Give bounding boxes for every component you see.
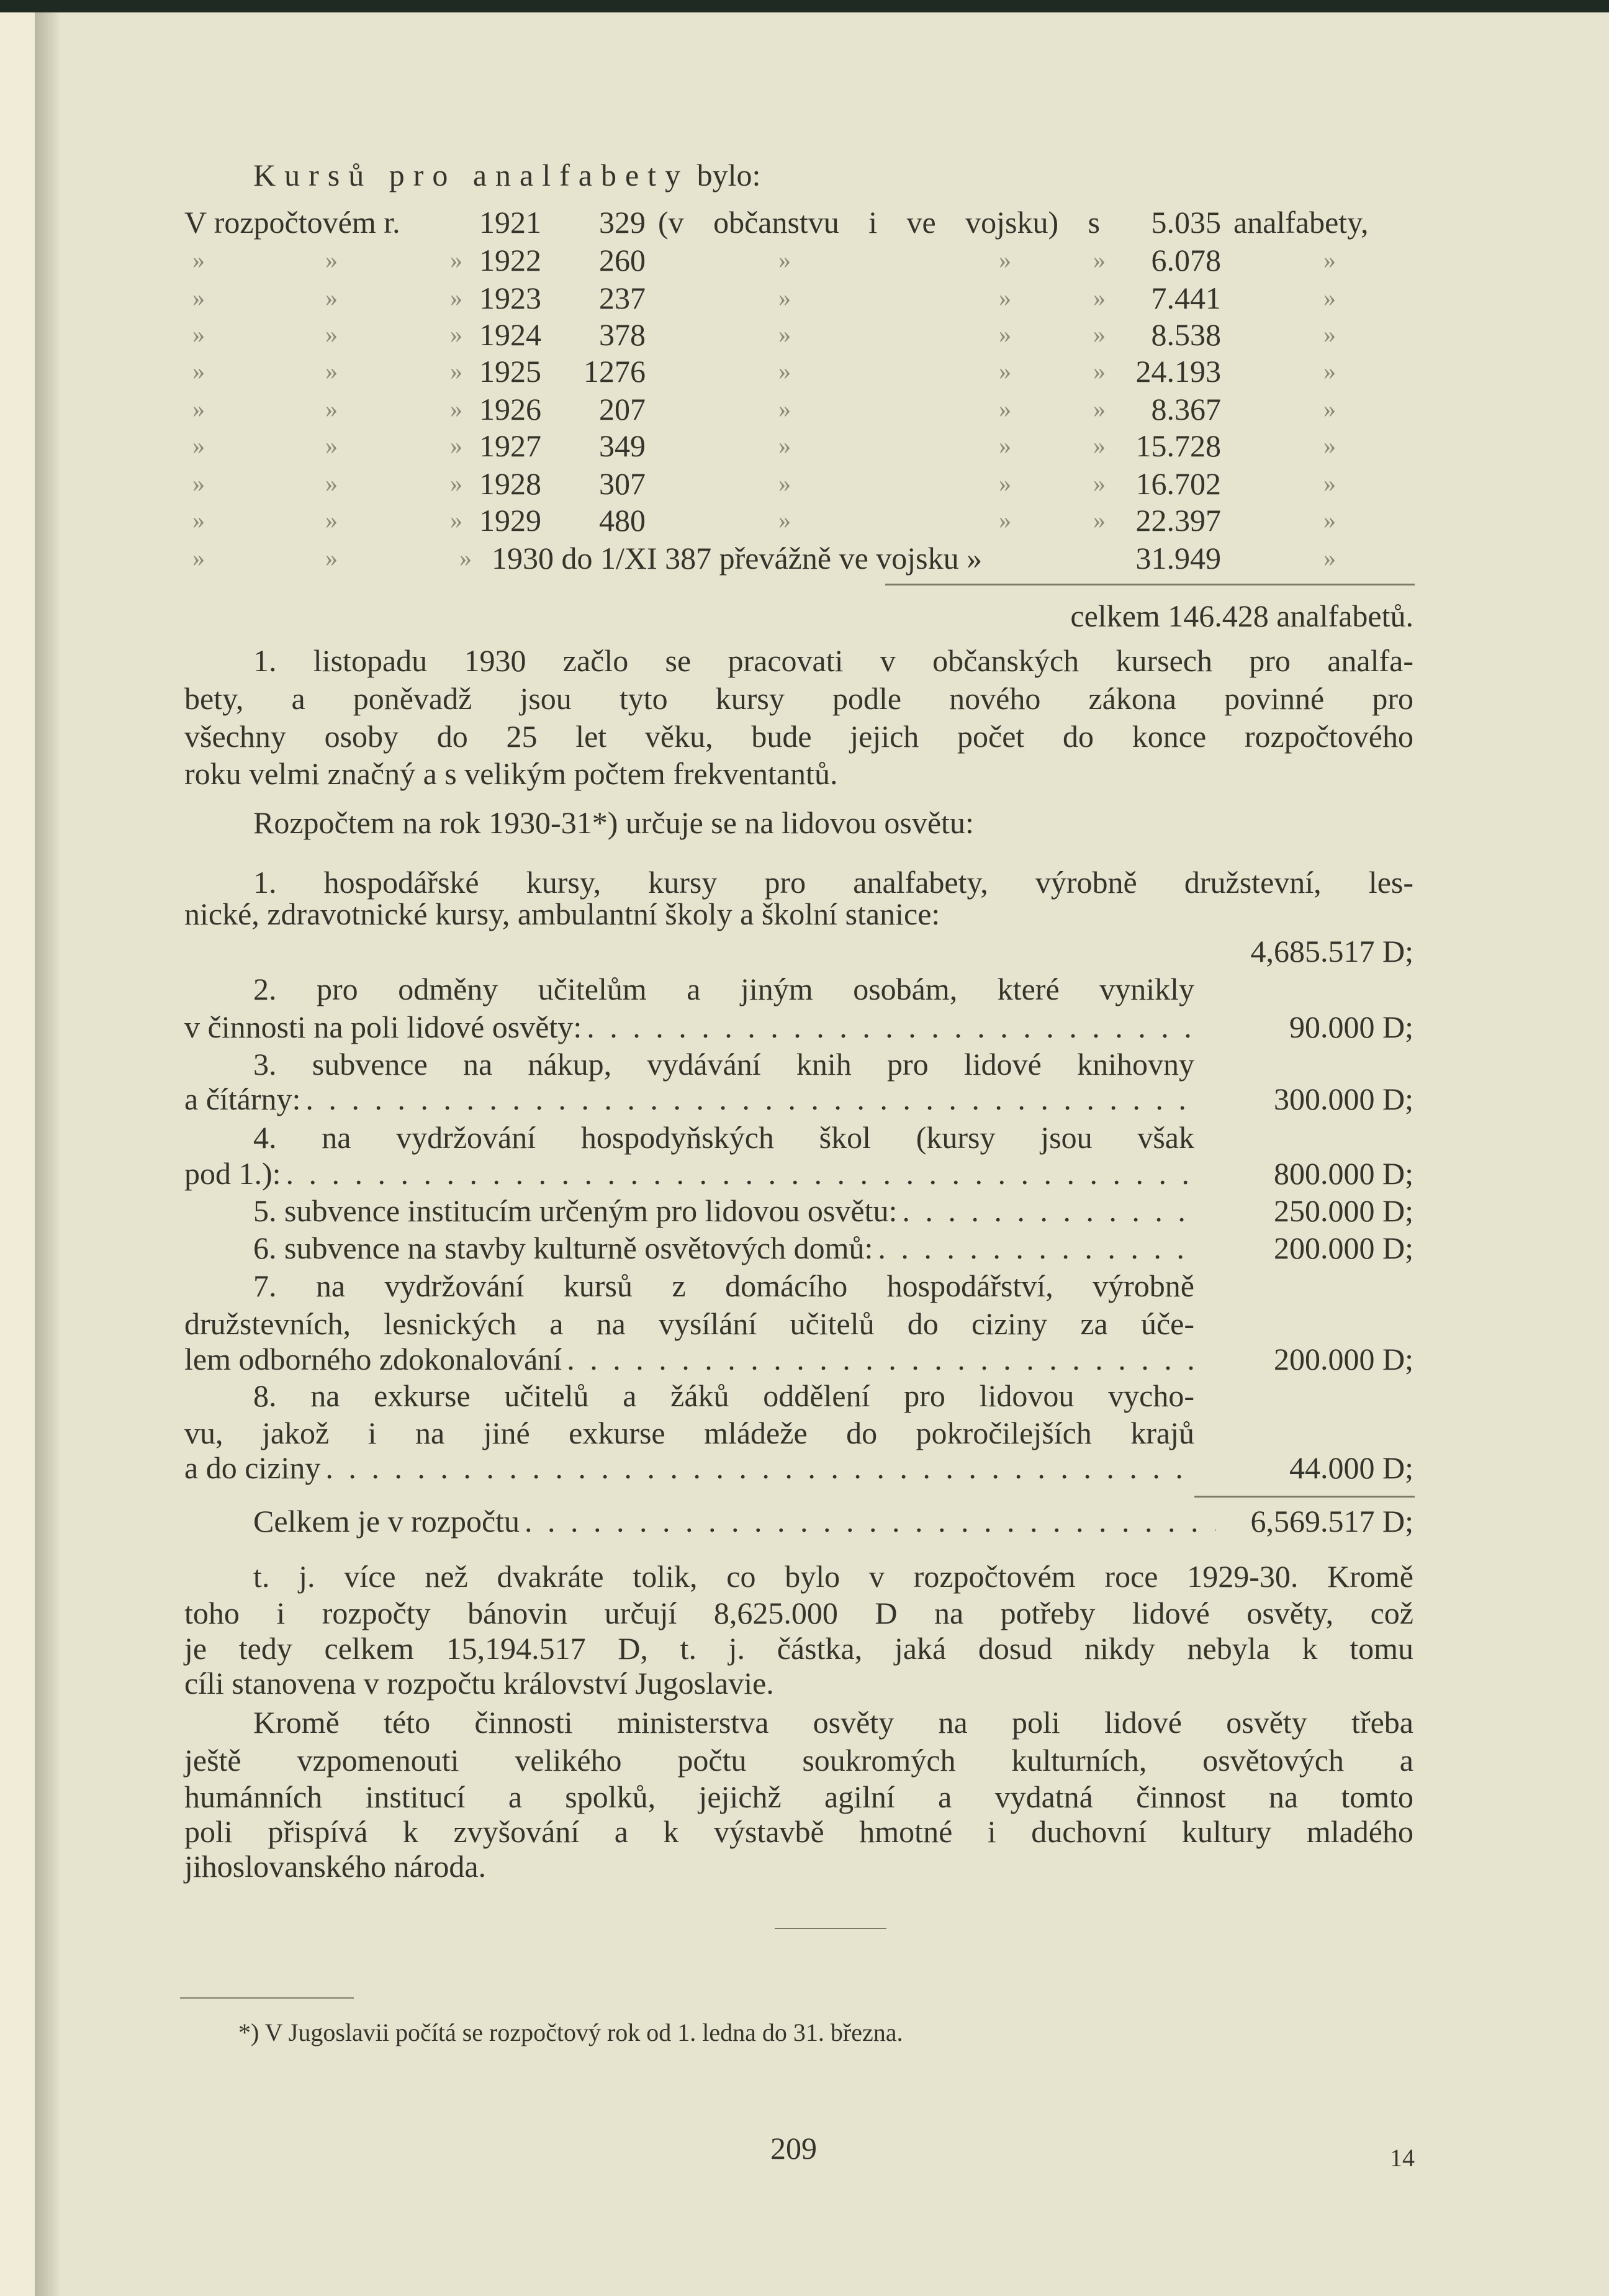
row-year: 1927	[479, 428, 541, 463]
ditto-mark: »	[450, 469, 462, 497]
footnote: *) V Jugoslavii počítá se rozpočtový rok od 1. ledna do 31. března.	[238, 2018, 903, 2046]
budget-item	[184, 1155, 1413, 1192]
row-label: V rozpočtovém r.	[184, 205, 400, 240]
budget-item-label: v činnosti na poli lidové osvěty:	[184, 1010, 582, 1044]
ditto-mark: »	[325, 469, 338, 497]
ditto-mark: »	[1323, 506, 1336, 534]
paragraph1-line: 1. listopadu 1930 začlo se pracovati v občanských kursech pro analfa-	[253, 643, 1413, 678]
budget-item-line: 1. hospodářské kursy, kursy pro analfabety, výrobně družstevní, les-	[253, 865, 1413, 900]
paragraph3-line: humánních institucí a spolků, jejichž agilní a vydatná činnost na tomto	[184, 1779, 1413, 1814]
budget-item	[253, 1229, 1413, 1267]
page-gutter-shadow	[35, 12, 61, 2296]
row-course-count: 349	[599, 428, 646, 463]
ditto-mark: »	[778, 469, 791, 497]
ditto-mark: »	[778, 395, 791, 423]
row-illiterate-count: 15.728	[1135, 428, 1221, 463]
budget-item-label: lem odborného zdokonalování	[184, 1342, 562, 1376]
budget-item-amount: 200.000 D;	[1274, 1231, 1413, 1265]
row-course-count: 1276	[584, 354, 646, 389]
row-year: 1924	[479, 317, 541, 352]
budget-item-amount: 44.000 D;	[1289, 1450, 1413, 1485]
budget-item-amount: 250.000 D;	[1274, 1193, 1413, 1228]
leader-dots	[320, 1449, 1197, 1486]
row-year: 1922	[479, 243, 541, 278]
ditto-mark: »	[778, 246, 791, 274]
row-year: 1925	[479, 354, 541, 389]
row-illiterate-count: 8.367	[1151, 392, 1221, 427]
budget-item	[253, 1192, 1413, 1229]
signature-mark: 14	[1390, 2144, 1415, 2172]
ditto-mark: »	[1093, 469, 1106, 497]
ditto-mark: »	[450, 432, 462, 459]
ditto-mark: »	[1093, 246, 1106, 274]
ditto-mark: »	[450, 395, 462, 423]
budget-item	[184, 1080, 1413, 1118]
section-title	[253, 156, 760, 194]
items-sum-rule	[1194, 1496, 1415, 1498]
paragraph2-line: t. j. více než dvakráte tolik, co bylo v rozpočtovém roce 1929-30. Kromě	[253, 1559, 1413, 1594]
row-illiterate-count: 6.078	[1151, 243, 1221, 278]
ditto-mark: »	[1093, 357, 1106, 385]
row-illiterate-count: 16.702	[1135, 466, 1221, 501]
budget-total-label: Celkem je v rozpočtu	[253, 1504, 520, 1539]
ditto-mark: »	[1093, 284, 1106, 312]
ditto-mark: »	[325, 506, 338, 534]
row-illiterate-count: 5.035	[1151, 205, 1221, 240]
ditto-mark: »	[1323, 357, 1336, 385]
budget-item-line: nické, zdravotnické kursy, ambulantní školy a školní stanice:	[184, 897, 940, 931]
page-number: 209	[770, 2131, 817, 2166]
paragraph3-line: poli přispívá k zvyšování a k výstavbě hmotné i duchovní kultury mladého	[184, 1814, 1413, 1849]
ditto-mark: »	[192, 469, 205, 497]
ditto-mark: »	[999, 284, 1011, 312]
budget-item-label: pod 1.):	[184, 1156, 281, 1191]
ditto-mark: »	[192, 432, 205, 459]
ditto-mark: »	[1093, 320, 1106, 348]
budget-total-amount: 6,569.517 D;	[1250, 1504, 1413, 1539]
row-year: 1926	[479, 392, 541, 427]
row-illiterate-count: 22.397	[1135, 503, 1221, 538]
footnote-rule	[180, 1997, 354, 1999]
budget-item-amount: 90.000 D;	[1289, 1010, 1413, 1044]
ditto-mark: »	[450, 284, 462, 312]
budget-item-line: družstevních, lesnických a na vysílání učitelů do ciziny za úče-	[184, 1306, 1194, 1341]
leader-dots	[300, 1080, 1197, 1118]
budget-item	[184, 1449, 1413, 1486]
ditto-mark: »	[325, 320, 338, 348]
ditto-mark: »	[999, 320, 1011, 348]
ditto-mark: »	[1323, 246, 1336, 274]
row-illiterate-count: 24.193	[1135, 354, 1221, 389]
ditto-mark: »	[192, 395, 205, 423]
section-title-spaced: Kursů pro analfabety	[253, 158, 690, 192]
row-year: 1929	[479, 503, 541, 538]
ditto-mark: »	[325, 544, 338, 572]
row-course-count: 237	[599, 281, 646, 315]
paragraph3-line: Kromě této činnosti ministerstva osvěty na poli lidové osvěty třeba	[253, 1705, 1413, 1740]
section-end-rule	[775, 1928, 886, 1929]
ditto-mark: »	[325, 395, 338, 423]
ditto-mark: »	[999, 432, 1011, 459]
ditto-mark: »	[999, 357, 1011, 385]
budget-item-amount: 4,685.517 D;	[1250, 934, 1413, 969]
row-illiterate-count: 31.949	[1135, 541, 1221, 576]
row-note: (v občanstvu i ve vojsku) s	[658, 205, 1100, 240]
paragraph1-line: všechny osoby do 25 let věku, bude jejich počet do konce rozpočtového	[184, 719, 1413, 754]
budget-item-line: 4. na vydržování hospodyňských škol (kursy jsou však	[253, 1120, 1194, 1155]
ditto-mark: »	[999, 506, 1011, 534]
ditto-mark: »	[192, 357, 205, 385]
row-course-count: 378	[599, 317, 646, 352]
ditto-mark: »	[1323, 432, 1336, 459]
section-title-rest: bylo:	[696, 158, 761, 192]
ditto-mark: »	[459, 544, 472, 572]
budget-item	[184, 1008, 1413, 1046]
paragraph2-line: toho i rozpočty bánovin určují 8,625.000 D na potřeby lidové osvěty, což	[184, 1596, 1413, 1630]
row-course-count: 260	[599, 243, 646, 278]
paragraph1-line: bety, a poněvadž jsou tyto kursy podle nového zákona povinné pro	[184, 681, 1413, 716]
row-course-count: 480	[599, 503, 646, 538]
ditto-mark: »	[778, 506, 791, 534]
ditto-mark: »	[999, 395, 1011, 423]
ditto-mark: »	[192, 544, 205, 572]
budget-item-line: 2. pro odměny učitelům a jiným osobám, které vynikly	[253, 972, 1194, 1006]
budget-item-amount: 300.000 D;	[1274, 1082, 1413, 1116]
row-year: 1923	[479, 281, 541, 315]
ditto-mark: »	[1323, 320, 1336, 348]
ditto-mark: »	[450, 357, 462, 385]
row-illiterate-count: 7.441	[1151, 281, 1221, 315]
ditto-mark: »	[325, 432, 338, 459]
ditto-mark: »	[778, 284, 791, 312]
ditto-mark: »	[778, 432, 791, 459]
ditto-mark: »	[1323, 544, 1336, 572]
ditto-mark: »	[325, 357, 338, 385]
row-unit: analfabety,	[1233, 205, 1369, 240]
budget-item-amount: 800.000 D;	[1274, 1156, 1413, 1191]
row-illiterate-count: 8.538	[1151, 317, 1221, 352]
budget-item-label: a do ciziny	[184, 1450, 321, 1485]
ditto-mark: »	[325, 246, 338, 274]
scan-top-border	[0, 0, 1609, 12]
row-course-count: 207	[599, 392, 646, 427]
ditto-mark: »	[1323, 469, 1336, 497]
row-year: 1921	[479, 205, 541, 240]
ditto-mark: »	[999, 469, 1011, 497]
paragraph3-line: ještě vzpomenouti velikého počtu soukromých kulturních, osvětových a	[184, 1743, 1413, 1778]
ditto-mark: »	[450, 506, 462, 534]
leader-dots	[873, 1229, 1197, 1267]
ditto-mark: »	[192, 246, 205, 274]
budget-item-label: 6. subvence na stavby kulturně osvětových domů:	[253, 1231, 873, 1265]
paragraph2-line: cíli stanovena v rozpočtu království Jugoslavie.	[184, 1666, 774, 1701]
budget-item-line: vu, jakož i na jiné exkurse mládeže do pokročilejších krajů	[184, 1416, 1194, 1450]
budget-item-label: 5. subvence institucím určeným pro lidovou osvětu:	[253, 1193, 898, 1228]
ditto-mark: »	[450, 246, 462, 274]
ditto-mark: »	[1323, 284, 1336, 312]
row-year: 1928	[479, 466, 541, 501]
ditto-mark: »	[999, 246, 1011, 274]
ditto-mark: »	[192, 506, 205, 534]
ditto-mark: »	[192, 284, 205, 312]
ditto-mark: »	[778, 320, 791, 348]
budget-item	[184, 1340, 1413, 1378]
ditto-mark: »	[450, 320, 462, 348]
ditto-mark: »	[192, 320, 205, 348]
row-text: 1930 do 1/XI 387 převážně ve vojsku »	[492, 541, 983, 576]
ditto-mark: »	[1093, 395, 1106, 423]
table-total: celkem 146.428 analfabetů.	[1070, 599, 1413, 633]
budget-item-line: 8. na exkurse učitelů a žáků oddělení pro lidovou vycho-	[253, 1378, 1194, 1413]
ditto-mark: »	[1093, 432, 1106, 459]
budget-total	[253, 1503, 1413, 1540]
leader-dots	[562, 1340, 1197, 1378]
budget-item-amount: 200.000 D;	[1274, 1342, 1413, 1376]
leader-dots	[582, 1008, 1197, 1046]
leader-dots	[520, 1503, 1216, 1540]
row-course-count: 329	[599, 205, 646, 240]
scan-left-edge	[0, 12, 35, 2296]
budget-item-line: 3. subvence na nákup, vydávání knih pro lidové knihovny	[253, 1047, 1194, 1082]
ditto-mark: »	[1323, 395, 1336, 423]
paragraph2-line: je tedy celkem 15,194.517 D, t. j. částka, jaká dosud nikdy nebyla k tomu	[184, 1631, 1413, 1666]
budget-intro: Rozpočtem na rok 1930-31*) určuje se na lidovou osvětu:	[253, 805, 974, 840]
paragraph3-line: jihoslovanského národa.	[184, 1849, 487, 1884]
ditto-mark: »	[778, 357, 791, 385]
ditto-mark: »	[1093, 506, 1106, 534]
paragraph1-line: roku velmi značný a s velikým počtem frekventantů.	[184, 756, 838, 791]
budget-item-label: a čítárny:	[184, 1082, 301, 1116]
leader-dots	[281, 1155, 1197, 1192]
row-course-count: 307	[599, 466, 646, 501]
leader-dots	[897, 1192, 1197, 1229]
table-sum-rule	[885, 584, 1415, 585]
ditto-mark: »	[325, 284, 338, 312]
budget-item-line: 7. na vydržování kursů z domácího hospodářství, výrobně	[253, 1268, 1194, 1303]
